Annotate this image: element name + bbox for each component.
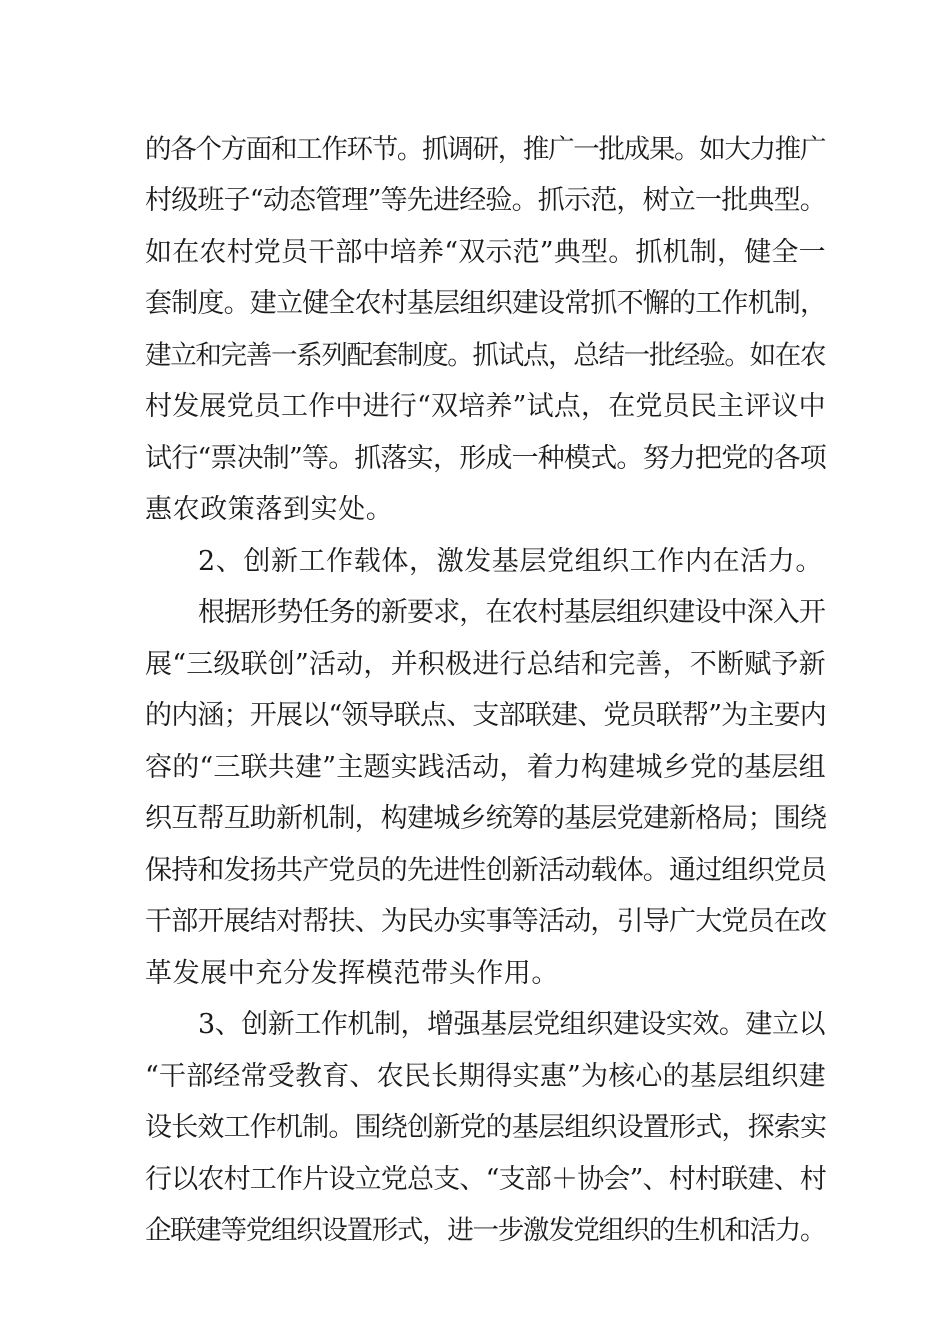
text-line-5: 建立和完善一系列配套制度。抓试点，总结一批经验。如在农 xyxy=(145,340,825,371)
text-line-20: 设长效工作机制。围绕创新党的基层组织设置形式，探索实 xyxy=(145,1112,827,1143)
text-line-10: 根据形势任务的新要求，在农村基层组织建设中深入开 xyxy=(198,597,825,628)
text-line-12: 的内涵；开展以“领导联点、支部联建、党员联帮”为主要内 xyxy=(145,700,827,731)
text-line-6: 村发展党员工作中进行“双培养”试点，在党员民主评议中 xyxy=(145,391,826,422)
text-line-2: 村级班子“动态管理”等先进经验。抓示范，树立一批典型。 xyxy=(145,185,827,216)
text-line-15: 保持和发扬共产党员的先进性创新活动载体。通过组织党员 xyxy=(145,855,827,886)
text-line-14: 织互帮互助新机制，构建城乡统筹的基层党建新格局；围绕 xyxy=(145,803,827,834)
text-line-22: 企联建等党组织设置形式，进一步激发党组织的生机和活力。 xyxy=(145,1215,825,1246)
text-line-16: 干部开展结对帮扶、为民办实事等活动，引导广大党员在改 xyxy=(145,906,827,937)
text-line-3: 如在农村党员干部中培养“双示范”典型。抓机制，健全一 xyxy=(145,237,826,268)
text-line-21: 行以农村工作片设立党总支、“支部＋协会”、村村联建、村 xyxy=(145,1164,827,1195)
section-heading-2: 2、创新工作载体，激发基层党组织工作内在活力。 xyxy=(198,546,823,577)
text-line-1: 的各个方面和工作环节。抓调研，推广一批成果。如大力推广 xyxy=(145,134,825,165)
text-line-17: 革发展中充分发挥模范带头作用。 xyxy=(145,958,559,989)
text-line-13: 容的“三联共建”主题实践活动，着力构建城乡党的基层组 xyxy=(145,752,826,783)
text-line-19: “干部经常受教育、农民长期得实惠”为核心的基层组织建 xyxy=(145,1061,826,1092)
text-line-11: 展“三级联创”活动，并积极进行总结和完善，不断赋予新 xyxy=(145,649,826,680)
text-line-8: 惠农政策落到实处。 xyxy=(145,494,394,525)
section-heading-3: 3、创新工作机制，增强基层党组织建设实效。建立以 xyxy=(198,1009,825,1040)
text-line-4: 套制度。建立健全农村基层组织建设常抓不懈的工作机制， xyxy=(145,288,827,319)
text-line-7: 试行“票决制”等。抓落实，形成一种模式。努力把党的各项 xyxy=(145,443,827,474)
